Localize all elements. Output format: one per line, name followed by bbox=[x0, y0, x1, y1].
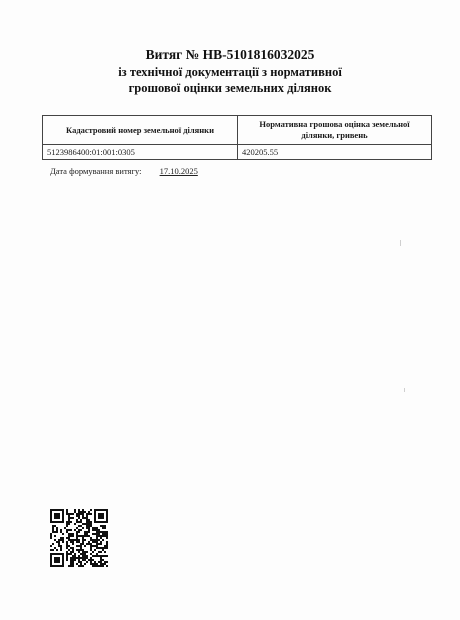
formation-date bbox=[50, 166, 198, 176]
date-label: Дата формування витягу: bbox=[50, 166, 142, 176]
document-subtitle-line2: грошової оцінки земельних ділянок bbox=[128, 81, 332, 95]
qr-code-icon bbox=[50, 509, 108, 567]
header-normative-valuation: Нормативна грошова оцінка земельної ділянки, гривень bbox=[238, 116, 432, 145]
document-title: Витяг № НВ-5101816032025 bbox=[145, 47, 315, 62]
scan-mark bbox=[404, 388, 405, 392]
scan-mark bbox=[400, 240, 401, 246]
header-cadastral-number: Кадастровий номер земельної ділянки bbox=[43, 116, 238, 145]
table-header-row bbox=[43, 116, 432, 145]
document-subtitle-line1: із технічної документації з нормативної bbox=[118, 65, 342, 79]
date-value: 17.10.2025 bbox=[159, 166, 198, 176]
valuation-table bbox=[42, 115, 432, 160]
cell-normative-valuation: 420205.55 bbox=[238, 145, 432, 160]
cell-cadastral-number: 5123986400:01:001:0305 bbox=[43, 145, 238, 160]
table-row bbox=[43, 145, 432, 160]
